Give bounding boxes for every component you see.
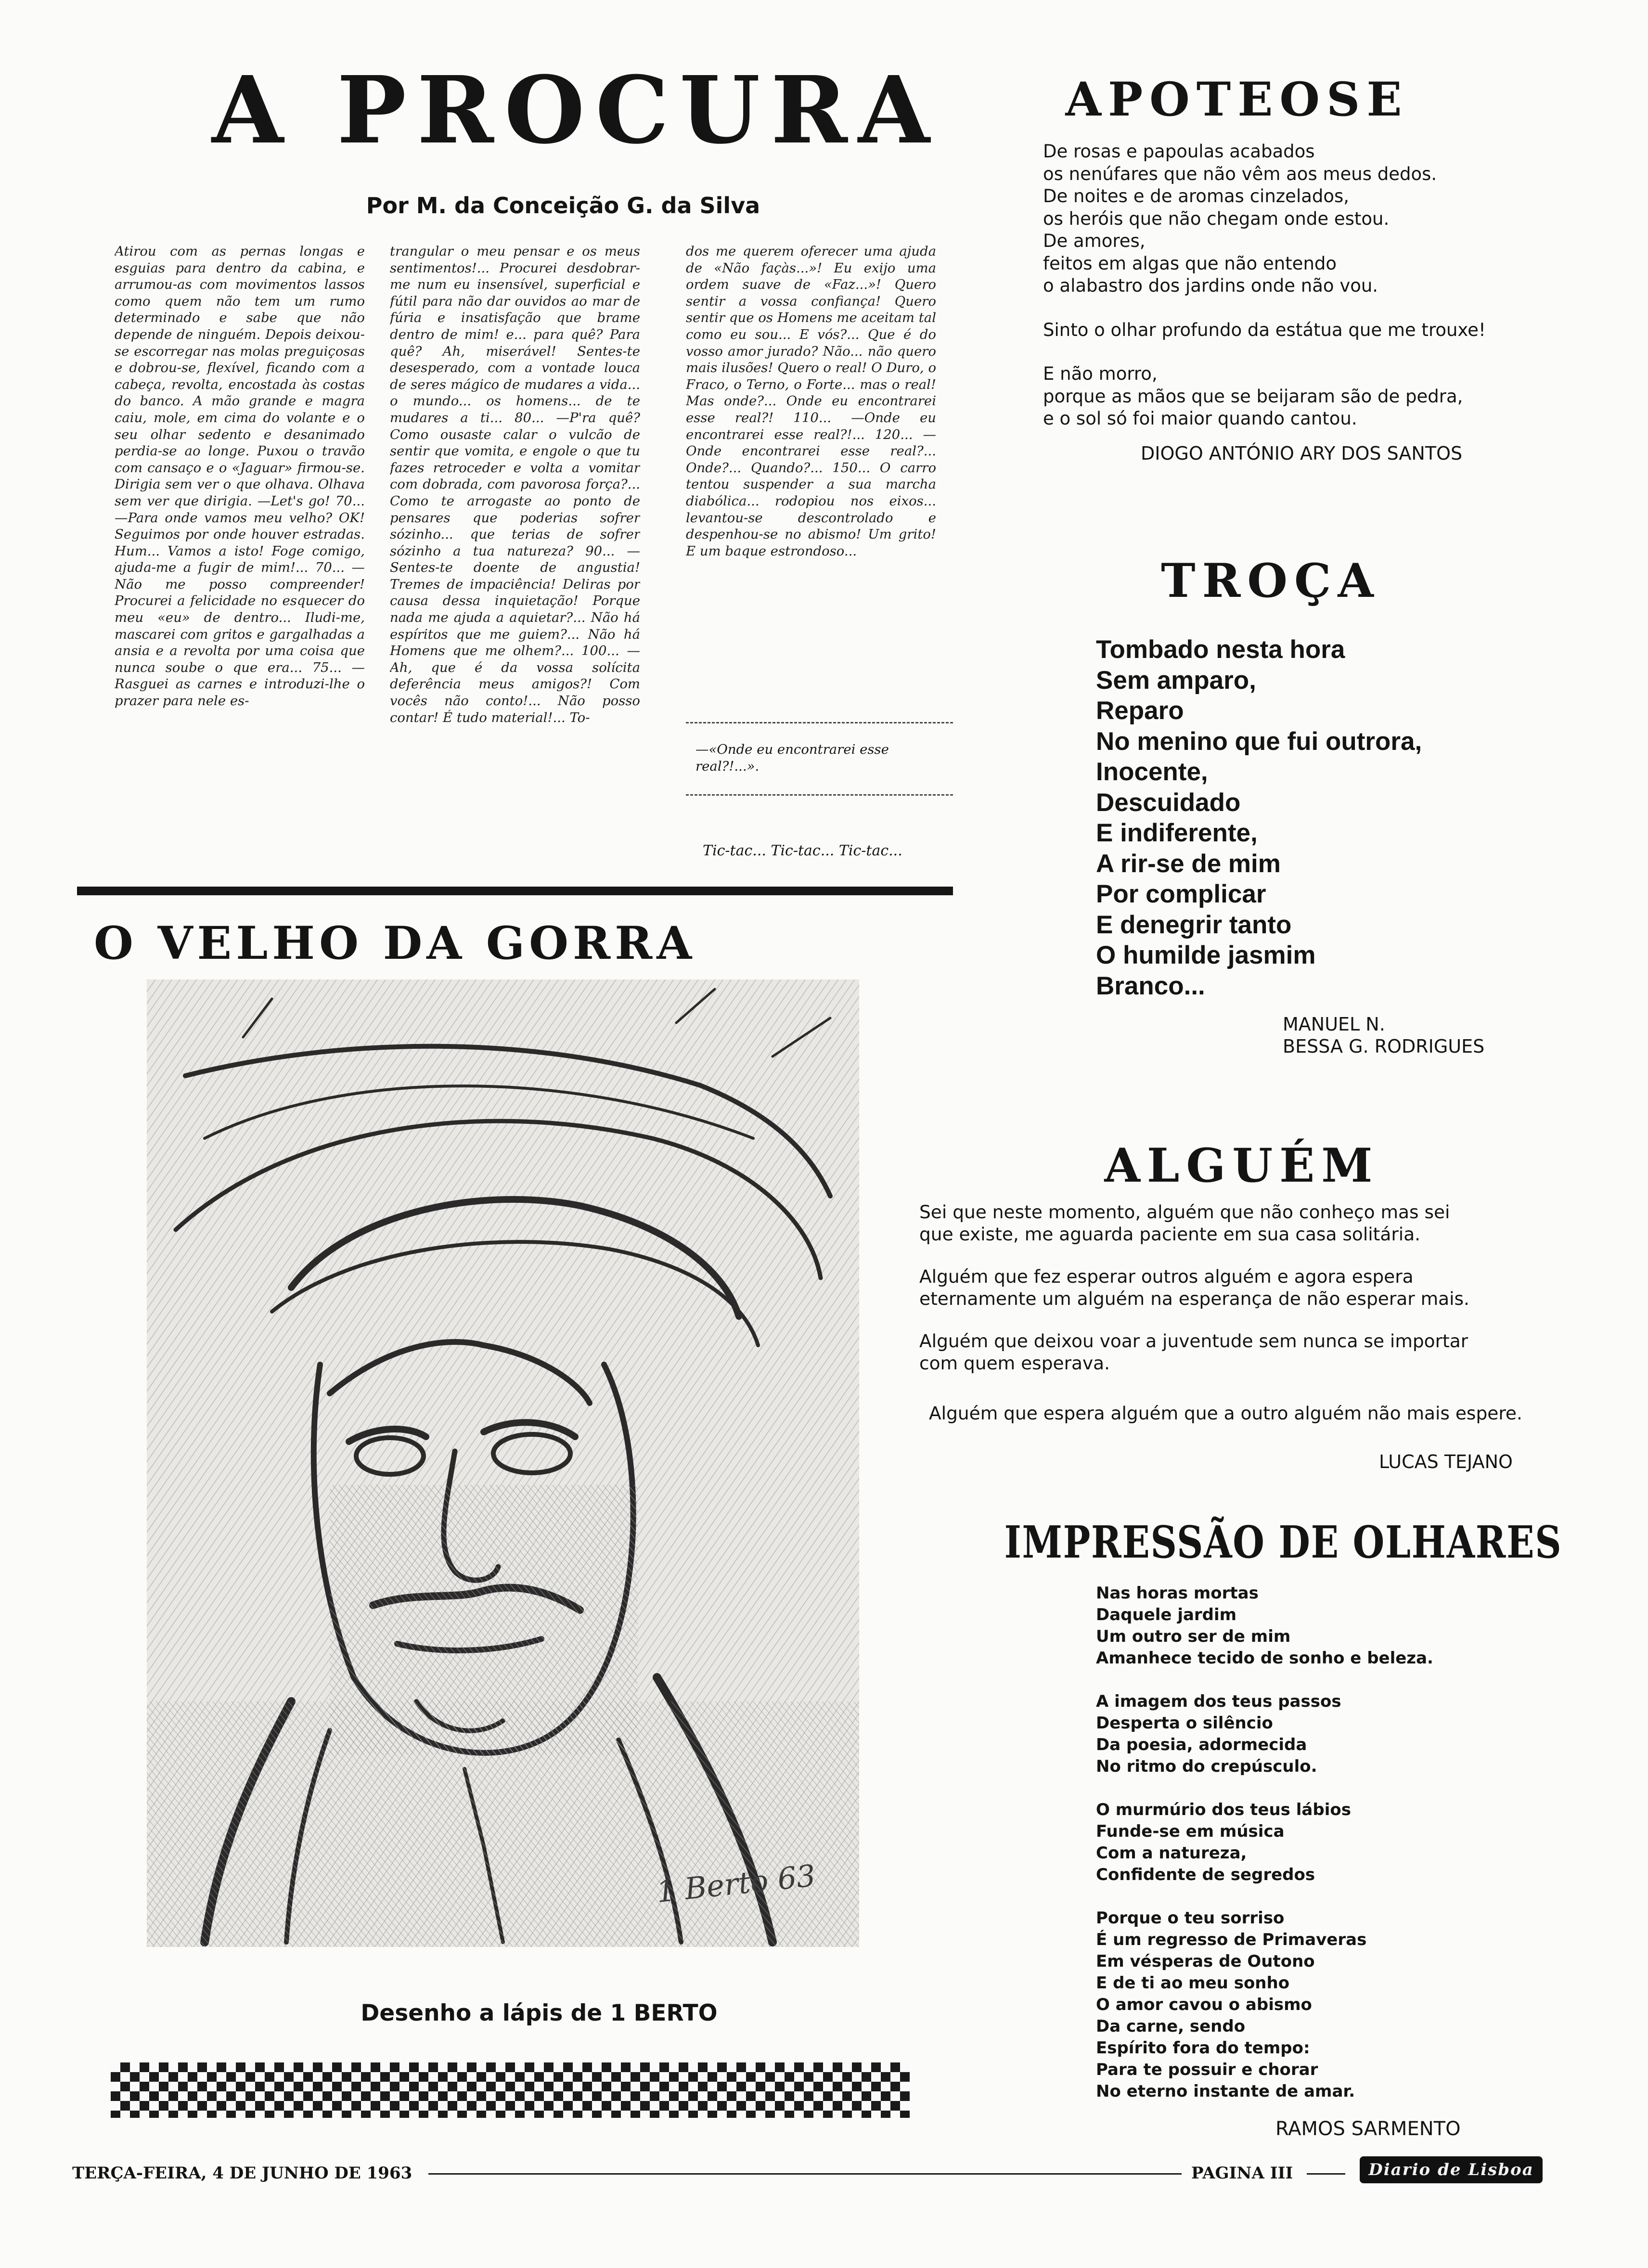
poem-line: Descuidado xyxy=(1096,788,1241,817)
troca-poem xyxy=(1096,634,1481,1001)
poem-line: Funde-se em música xyxy=(1096,1822,1285,1841)
impressao-stanza xyxy=(1096,1583,1510,1669)
procura-column-2-text: trangular o meu pensar e os meus sentimentos!... Procurei desdobrar-me num eu insensível, superficial e fútil para não dar ouvidos ao mar de fúria e insatisfação que brame dentro de mim! e... para quê? Para quê? Ah, miserável! Sentes-te desesperado, com a vontade louca de seres mágico de mudares a vida... o mundo... os homens... de te mudares a ti... 80... —P'ra quê? Como ousaste calar o vulcão de sentir que vomita, e engole o que tu fazes retroceder e volta a vomitar com dobrada, com pavorosa força?... Como te arrogaste ao ponto de pensares que poderias sofrer sózinho... que terias de sofrer sózinho a tua natureza? 90... —Sentes-te doente de angustia! Tremes de impaciência! Deliras por causa dessa inquietação! Porque nada me ajuda a aquietar?... Não há espíritos que me guiem?... Não há Homens que me olhem?... 100... —Ah, que é da vossa solícita deferência meus amigos?! Com vocês não conto!... Não posso contar! É tudo material!... To- xyxy=(390,244,640,725)
apoteose-title: APOTEOSE xyxy=(1065,72,1409,127)
portrait-sketch xyxy=(147,979,859,1947)
apoteose-author: DIOGO ANTÓNIO ARY DOS SANTOS xyxy=(1141,443,1463,464)
text-line: com quem esperava. xyxy=(919,1353,1110,1374)
apoteose-stanza xyxy=(1043,141,1524,297)
troca-author xyxy=(1283,1013,1552,1057)
poem-line: O humilde jasmim xyxy=(1096,941,1316,969)
poem-line: Nas horas mortas xyxy=(1096,1584,1259,1603)
poem-line: De noites e de aromas cinzelados, xyxy=(1043,186,1350,206)
impressao-title: IMPRESSÃO DE OLHARES xyxy=(1004,1516,1562,1568)
procura-column-2 xyxy=(390,243,640,869)
section-rule xyxy=(77,887,953,895)
poem-line: Por complicar xyxy=(1096,880,1266,908)
poem-line: O amor cavou o abismo xyxy=(1096,1995,1312,2014)
poem-line: Branco... xyxy=(1096,971,1205,1000)
poem-line: Sem amparo, xyxy=(1096,666,1256,695)
procura-column-1-text: Atirou com as pernas longas e esguias para dentro da cabina, e arrumou-as com movimentos lassos como quem não tem um rumo determinado e sabe que não depende de ninguém. Depois deixou-se escorregar nas molas preguiçosas e dobrou-se, flexível, ficando com a cabeça, revolta, encostada às costas do banco. A mão grande e magra caiu, mole, em cima do volante e o seu olhar sedento e desanimado perdia-se ao longe. Puxou o travão com cansaço e o «Jaguar» firmou-se. Dirigia sem ver o que olhava. Olhava sem ver que dirigia. —Let's go! 70... —Para onde vamos meu velho? OK! Seguimos por onde houver estradas. Hum... Vamos a isto! Foge comigo, ajuda-me a fugir de mim!... 70... —Não me posso compreender! Procurei a felicidade no esquecer do meu «eu» de dentro... Iludi-me, mascarei com gritos e gargalhadas a ansia e a revolta por uma coisa que nunca soube o que era... 75... —Rasguei as carnes e introduzi-lhe o prazer para nele es- xyxy=(115,244,365,709)
poem-line: e o sol só foi maior quando cantou. xyxy=(1043,408,1357,429)
artist-signature: 1 Berto 63 xyxy=(655,1857,817,1910)
poem-line: o alabastro dos jardins onde não vou. xyxy=(1043,275,1378,296)
footer-rule-left xyxy=(428,2173,1182,2175)
poem-line: No eterno instante de amar. xyxy=(1096,2082,1355,2101)
footer-rule-right xyxy=(1307,2173,1345,2175)
procura-column-3-text: dos me querem oferecer uma ajuda de «Não façàs...»! Eu exijo uma ordem suave de «Faz...»! Quero sentir a vossa confiança! Quero sentir que os Homens me aceitam tal como eu sou... E vós?... Que é do vosso amor jurado? Não... não quero mais ilusões! Quero o real! O Duro, o Fraco, o Terno, o Forte... mas o real! Mas onde?... Onde eu encontrarei esse real?! 110... —Onde eu encontrarei esse real?!... 120... —Onde encontrarei esse real?... Onde?... Quando?... 150... O carro tentou suspender a sua marcha diabólica... rodopiou nos eixos... levantou-se descontrolado e despenhou-se no abismo! Um grito! E um baque estrondoso... xyxy=(686,244,936,559)
procura-title: A PROCURA xyxy=(212,56,940,165)
text-line: Alguém que espera alguém que a outro alguém não mais espere. xyxy=(929,1403,1522,1424)
procura-column-1 xyxy=(115,243,365,869)
checker-band xyxy=(111,2062,910,2118)
poem-line: Para te possuir e chorar xyxy=(1096,2060,1318,2079)
alguem-paragraph xyxy=(919,1402,1540,1424)
gorra-caption: Desenho a lápis de 1 BERTO xyxy=(360,2000,718,2026)
poem-line: Porque o teu sorriso xyxy=(1096,1908,1285,1928)
troca-author-line-1: MANUEL N. xyxy=(1283,1014,1385,1035)
apoteose-stanza xyxy=(1043,319,1524,342)
text-line: Alguém que deixou voar a juventude sem nunca se importar xyxy=(919,1330,1468,1352)
poem-line: Da poesia, adormecida xyxy=(1096,1735,1307,1754)
poem-line: De rosas e papoulas acabados xyxy=(1043,141,1315,162)
procura-column-3 xyxy=(686,243,936,768)
poem-line: feitos em algas que não entendo xyxy=(1043,253,1337,274)
impressao-poem xyxy=(1096,1583,1510,2102)
poem-line: E de ti ao meu sonho xyxy=(1096,1973,1290,1993)
alguem-author: LUCAS TEJANO xyxy=(1379,1451,1513,1472)
poem-line: Com a natureza, xyxy=(1096,1843,1247,1863)
text-line: que existe, me aguarda paciente em sua casa solitária. xyxy=(919,1224,1421,1245)
procura-ending: Tic-tac... Tic-tac... Tic-tac... xyxy=(703,842,902,859)
alguem-text xyxy=(919,1201,1540,1424)
impressao-stanza xyxy=(1096,1691,1510,1778)
impressao-stanza xyxy=(1096,1907,1510,2102)
apoteose-stanza xyxy=(1043,363,1524,430)
poem-line: No ritmo do crepúsculo. xyxy=(1096,1757,1317,1776)
alguem-paragraph xyxy=(919,1265,1540,1310)
poem-line: porque as mãos que se beijaram são de pedra, xyxy=(1043,386,1463,407)
poem-line: Inocente, xyxy=(1096,758,1208,786)
poem-line: A rir-se de mim xyxy=(1096,849,1281,878)
alguem-paragraph xyxy=(919,1330,1540,1374)
poem-line: os nenúfares que não vêm aos meus dedos. xyxy=(1043,163,1437,184)
impressao-stanza xyxy=(1096,1799,1510,1886)
poem-line: Em vésperas de Outono xyxy=(1096,1952,1315,1971)
text-line: Alguém que fez esperar outros alguém e agora espera xyxy=(919,1266,1414,1287)
procura-byline: Por M. da Conceição G. da Silva xyxy=(366,193,760,219)
poem-line: Reparo xyxy=(1096,696,1184,725)
poem-line: Da carne, sendo xyxy=(1096,2017,1246,2036)
poem-line: Confidente de segredos xyxy=(1096,1865,1315,1884)
poem-line: E denegrir tanto xyxy=(1096,910,1292,939)
poem-line: Sinto o olhar profundo da estátua que me trouxe! xyxy=(1043,319,1486,340)
poem-line: O murmúrio dos teus lábios xyxy=(1096,1800,1351,1819)
poem-line: É um regresso de Primaveras xyxy=(1096,1930,1367,1949)
text-line: eternamente um alguém na esperança de não esperar mais. xyxy=(919,1288,1469,1309)
alguem-title: ALGUÉM xyxy=(1104,1138,1379,1193)
poem-line: os heróis que não chegam onde estou. xyxy=(1043,208,1390,229)
text-line: Sei que neste momento, alguém que não conheço mas sei xyxy=(919,1201,1450,1223)
alguem-paragraph xyxy=(919,1201,1540,1245)
footer-date: TERÇA-FEIRA, 4 DE JUNHO DE 1963 xyxy=(72,2164,412,2183)
poem-line: Daquele jardim xyxy=(1096,1605,1237,1624)
poem-line: No menino que fui outrora, xyxy=(1096,727,1422,756)
poem-line: Desperta o silêncio xyxy=(1096,1714,1273,1733)
poem-line: A imagem dos teus passos xyxy=(1096,1692,1341,1711)
troca-author-line-2: BESSA G. RODRIGUES xyxy=(1283,1036,1485,1057)
poem-line: Espírito fora do tempo: xyxy=(1096,2038,1310,2058)
apoteose-poem xyxy=(1043,141,1524,430)
poem-line: De amores, xyxy=(1043,231,1146,251)
poem-line: E não morro, xyxy=(1043,363,1158,384)
footer-page: PAGINA III xyxy=(1191,2164,1293,2183)
gorra-drawing xyxy=(147,979,859,1947)
poem-line: E indiferente, xyxy=(1096,819,1258,847)
procura-dotted-divider xyxy=(686,722,953,725)
procura-dotted-divider-2 xyxy=(686,794,953,797)
footer-masthead: Diario de Lisboa xyxy=(1360,2156,1543,2183)
impressao-author: RAMOS SARMENTO xyxy=(1275,2118,1461,2140)
poem-line: Amanhece tecido de sonho e beleza. xyxy=(1096,1649,1433,1668)
poem-line: Tombado nesta hora xyxy=(1096,635,1345,664)
poem-line: Um outro ser de mim xyxy=(1096,1627,1291,1646)
troca-title: TROÇA xyxy=(1161,554,1380,608)
gorra-title: O VELHO DA GORRA xyxy=(94,917,696,970)
procura-echo: —«Onde eu encontrarei esse real?!...». xyxy=(695,742,889,774)
